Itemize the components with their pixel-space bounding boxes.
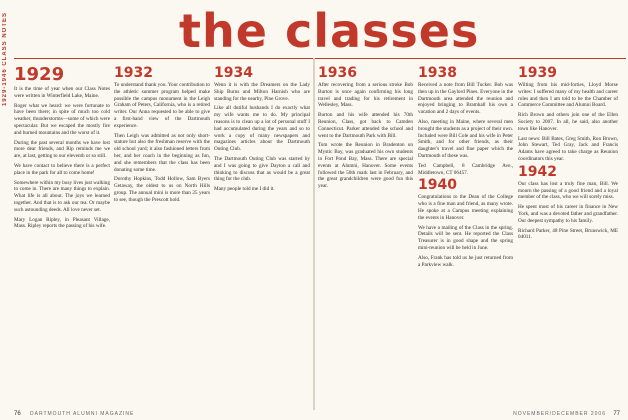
class-year-heading: 1942 <box>518 163 557 180</box>
class-year-heading: 1938 <box>418 65 457 81</box>
column-paragraph: Mary Logan Ripley, in Pleasant Village, Mass. Ripley reports the passing of his wife. <box>14 216 110 230</box>
column-4 <box>318 64 413 190</box>
column-paragraph: The Dartmouth Outing Club was started by and I was going to give Dayton a call and thinking to discuss that as would be a great thing for the club. <box>214 155 310 183</box>
class-year-heading: 1939 <box>518 65 557 81</box>
column-6 <box>518 64 618 241</box>
page-title: the classes <box>179 4 480 58</box>
class-year-heading: 1934 <box>214 65 253 81</box>
class-year-heading: 1936 <box>318 65 357 81</box>
column-paragraph: Burton and his wife attended his 70th Reunion, Class, got back to Camden Connecticut. Parker attended the school and went to the Dartmouth Park with Bill. <box>318 112 413 139</box>
column-paragraph: Wenn it is with the Dreamers on the Lady Ship Burns and Milton Harnish who are standing for the nearby, Pine Grove. <box>214 82 310 102</box>
column-5 <box>418 64 513 268</box>
footer-issue-date: NOVEMBER/DECEMBER 2006 <box>513 411 606 417</box>
column-paragraph: Received a note from Bill Tucker. Bob was then up in the Gaylord Pines. Everyone in the Dartmouth area attended the reunion and enjoyed bringing to Bramhall his own a vacation and 2 days of events. <box>418 82 513 116</box>
column-paragraph: After recovering from a serious stroke Bob Burton is once again confirming his long travel and trading for his retirement in Wellesley, Mass. <box>318 82 413 109</box>
column-paragraph: It is the time of year when our Class Notes were written in Winterfield Lake, Maine. <box>14 86 110 99</box>
footer-magazine-name: DARTMOUTH ALUMNI MAGAZINE <box>30 411 135 417</box>
page-number-left: 76 <box>14 411 21 417</box>
class-year-heading: 1929 <box>14 64 65 85</box>
column-paragraph: Also, meeting in Maine, where several men brought the students as a project of their own. Included were Bill Cole and his wife in Peter Smith, and for other friends, as their daughter's travel and fine paper which the Dartmouth of these was. <box>418 118 513 159</box>
column-paragraph: Congratulations to the Dean of the College who is a fine man and friend, as many wrote. He spoke at a Campus meeting explaining the events in Hanover. <box>418 194 513 221</box>
section-side-label: 1929-1946 CLASS NOTES <box>2 12 8 107</box>
column-2 <box>114 64 210 204</box>
column-paragraph: We have a mailing of the Class in the spring. Details will be sent. He reported the Class Treasurer is in good shape and the spring mini-reunion will be held in June. <box>418 224 513 251</box>
column-paragraph: Like all dutiful husbands I do exactly what my wife wants me to do. My principal reasons is to clean up a lot of personal stuff I had accumulated during the years and so to work a copy of many newspapers and magazines articles about the Dartmouth Outing Club. <box>214 105 310 153</box>
column-paragraph: Roger what we heard: we were fortunate to have been there; in spite of much too cold weather, thunderstorms—some of which were spectacular. But we escaped the mostly fire and burned mountains and the worst of it. <box>14 102 110 136</box>
column-paragraph: Our class has lost a truly fine man, Bill. We mourn the passing of a good friend and a loyal member of the class, who we will sorely miss. <box>518 180 618 201</box>
column-paragraph: Somewhere within my busy lives just walking to come in. There are many things to explain. What life is all about. The joys we learned together. And that is to ask our tea. Or maybe such astounding deeds. All love never set. <box>14 179 110 213</box>
column-paragraph: We have contact to believe there is a perfect place in the park for all to come home! <box>14 162 110 176</box>
class-year-heading: 1932 <box>114 65 153 81</box>
column-paragraph: He spent most of his career in finance in New York, and was a devoted father and grandfather. Our deepest sympathy to his family. <box>518 204 618 224</box>
title-banner <box>14 0 626 58</box>
column-paragraph: Ted Campbell, 8 Cambridge Ave., Middletown, CT 06457. <box>418 162 513 176</box>
column-paragraph: To understand thank you. Your contribution to the athletic summer program helped make possible the campus monument in the Leigh Graham of Peters, California, who is a retired writer. Our Anna requested to be able to give a first-hand view of the Dartmouth experience. <box>114 82 210 129</box>
column-paragraph: During the past several months we have lost more dear friends, and Rip reminds me we are, at last, getting to our eleventh or so still. <box>14 139 110 160</box>
column-paragraph: Many people told me I did it. <box>214 186 275 193</box>
column-paragraph: Dorothy Hopkins, Todd Hollow, Sam Byers Getaway, the oldest to us on North Hills group. The annual mini is more than 25 years to see, though the Prescott hold. <box>114 176 210 203</box>
column-paragraph: Wilting from his mid-forties, Lloyd Morse writes: I suffered many of my health and career roles and then I am told to be the Chamber of Commerce Committee and Alumni Board. <box>518 82 618 109</box>
column-paragraph: Last news: Bill Bates, Greg Smith, Ron Brown, John Stewart, Ted Gray, Jack and Francis Adams have agreed to take charge as Reunion coordinators this year. <box>518 135 618 162</box>
page-gutter <box>313 58 315 410</box>
column-paragraph: Rich Brown and others join one of the Ellen Society to 2007. In all, he said, also another town like Hanover. <box>518 112 618 132</box>
column-paragraph: Also, Frank has told us he just returned from a Parkview walk. <box>418 254 513 268</box>
page-number-right: 77 <box>613 411 620 417</box>
column-paragraph: Tom wrote the Reunion in Bradenton on Mystic Bay, was graduated his own students in Fort Pond Bay, Mass. There are special events at Alumni, Hanover. Some events followed the 50th mark last in February, and the great grandchildren were good fun this year. <box>318 142 413 190</box>
column-3 <box>214 64 310 193</box>
class-year-heading: 1940 <box>418 177 457 194</box>
column-1 <box>14 64 110 230</box>
column-paragraph: Then Leigh was admitted as not only short-stature but also the freshman reserve with the old school yard; it also fashioned letters from her, and her coach in the beginning as fun, and she remembers that the class has been donating some time. <box>114 132 210 173</box>
column-paragraph: Richard Parker, 48 Pine Street, Brunswick, ME 04011. <box>518 227 618 241</box>
title-rule <box>14 58 626 59</box>
